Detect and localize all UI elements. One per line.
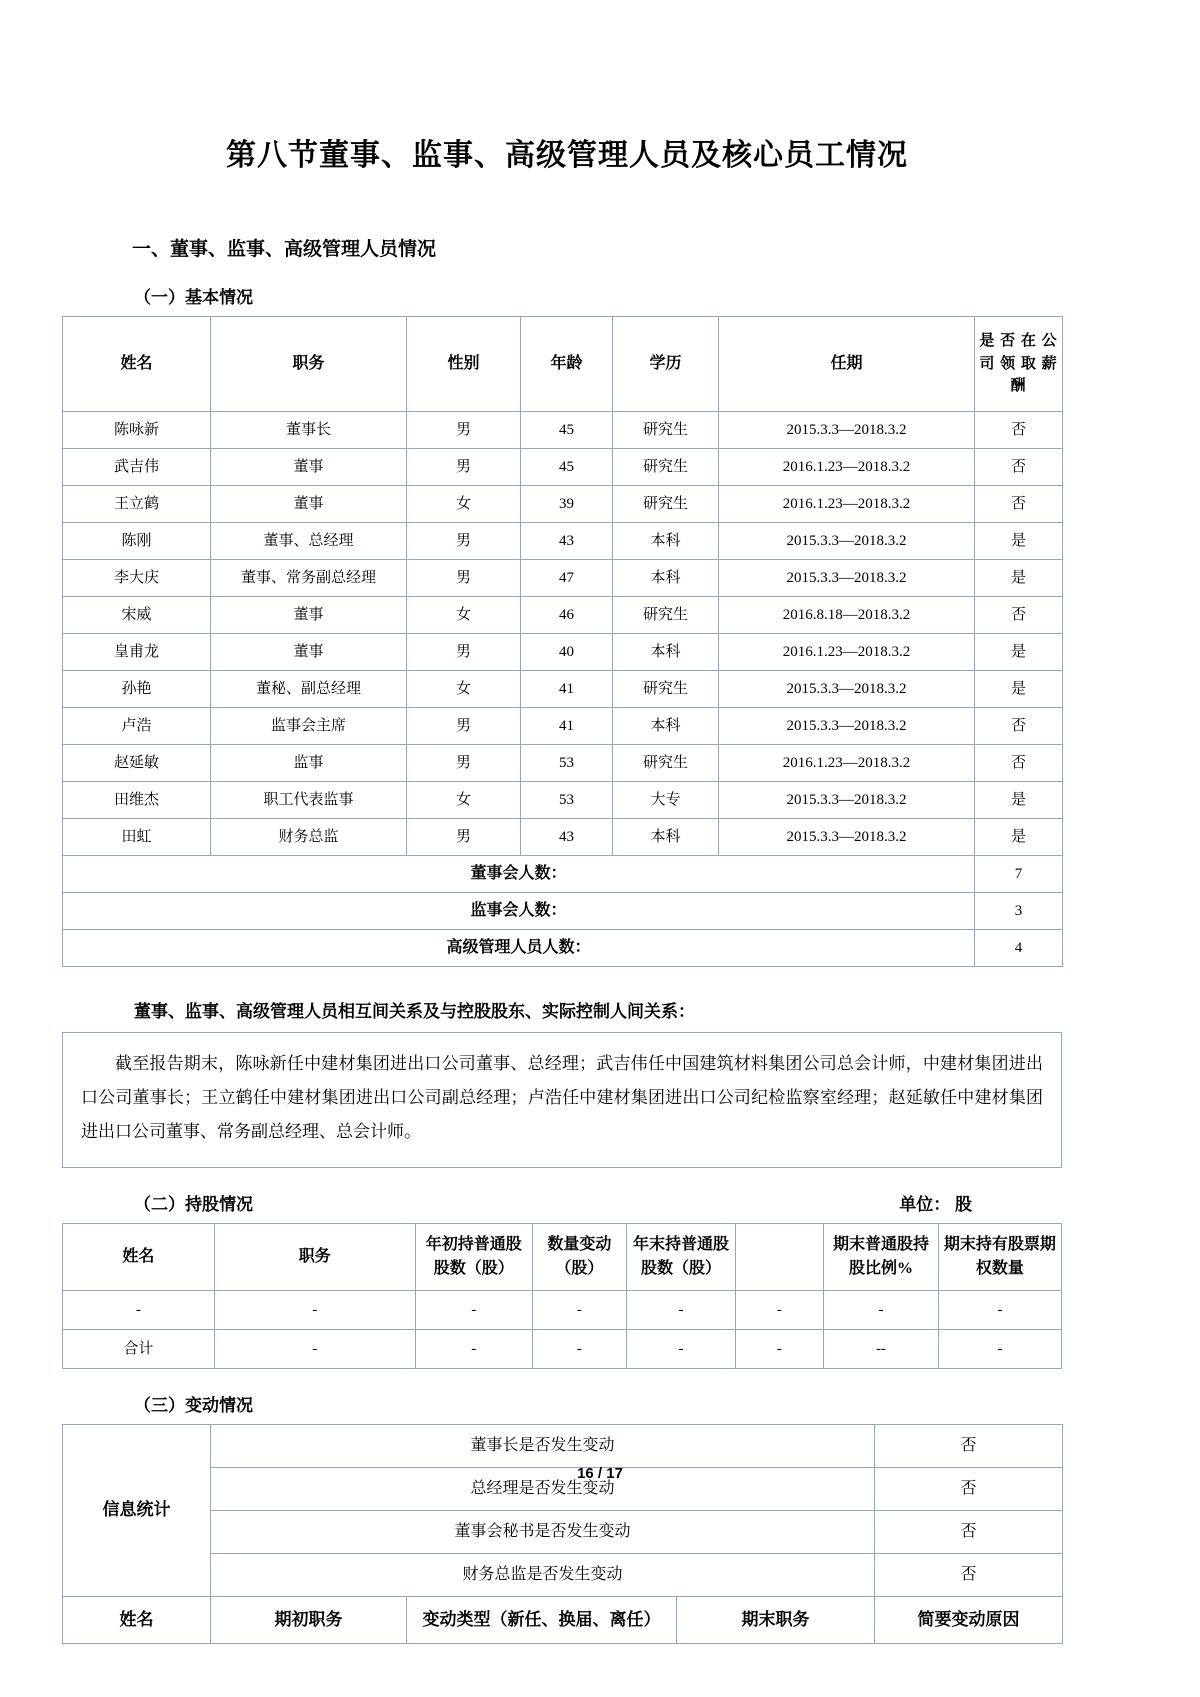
- table-row: [63, 634, 1063, 671]
- cell-share-ratio: -: [824, 1291, 939, 1330]
- summary-label-board: 董事会人数：: [63, 856, 975, 893]
- cell-gender: 女: [407, 597, 521, 634]
- cell-shares-end: -: [627, 1330, 736, 1369]
- col-header-share-ratio: 期末普通股持股比例%: [824, 1224, 939, 1291]
- cell-shares-change: -: [532, 1291, 626, 1330]
- cell-education: 研究生: [613, 449, 719, 486]
- cell-position: 董事长: [211, 412, 407, 449]
- cell-age: 53: [521, 782, 613, 819]
- cell-gender: 女: [407, 671, 521, 708]
- subsection-title-change: （三）变动情况: [134, 1396, 253, 1415]
- cell-shares-end: -: [627, 1291, 736, 1330]
- cell-position: 职工代表监事: [211, 782, 407, 819]
- cell-blank: -: [735, 1330, 823, 1369]
- cell-name: 王立鹤: [63, 486, 211, 523]
- cell-age: 41: [521, 671, 613, 708]
- col-header-change-reason: 简要变动原因: [875, 1597, 1063, 1644]
- col-header-position-end: 期末职务: [677, 1597, 875, 1644]
- cell-name: 卢浩: [63, 708, 211, 745]
- cell-shares-begin: -: [415, 1291, 532, 1330]
- summary-label-supervisors: 监事会人数：: [63, 893, 975, 930]
- info-stat-label: 信息统计: [63, 1425, 211, 1597]
- cell-paid: 是: [975, 782, 1063, 819]
- cell-age: 53: [521, 745, 613, 782]
- cell-term: 2016.1.23—2018.3.2: [719, 486, 975, 523]
- change-item-value-secretary: 否: [875, 1511, 1063, 1554]
- cell-age: 39: [521, 486, 613, 523]
- cell-blank: -: [735, 1291, 823, 1330]
- cell-education: 本科: [613, 634, 719, 671]
- cell-gender: 男: [407, 523, 521, 560]
- cell-paid: 否: [975, 412, 1063, 449]
- cell-age: 47: [521, 560, 613, 597]
- cell-gender: 男: [407, 634, 521, 671]
- cell-age: 41: [521, 708, 613, 745]
- col-header-position-begin: 期初职务: [211, 1597, 407, 1644]
- cell-position: 监事: [211, 745, 407, 782]
- page-title: 第八节董事、监事、高级管理人员及核心员工情况: [226, 139, 908, 172]
- cell-share-ratio: --: [824, 1330, 939, 1369]
- cell-gender: 女: [407, 486, 521, 523]
- table-row: [63, 745, 1063, 782]
- change-item-value-chairman: 否: [875, 1425, 1063, 1468]
- cell-education: 研究生: [613, 412, 719, 449]
- cell-option-count: -: [938, 1291, 1061, 1330]
- cell-term: 2016.1.23—2018.3.2: [719, 449, 975, 486]
- cell-position: 董事: [211, 486, 407, 523]
- cell-position: 监事会主席: [211, 708, 407, 745]
- change-item-label-secretary: 董事会秘书是否发生变动: [211, 1511, 875, 1554]
- cell-gender: 男: [407, 449, 521, 486]
- cell-name: 陈咏新: [63, 412, 211, 449]
- cell-name: 武吉伟: [63, 449, 211, 486]
- cell-term: 2016.8.18—2018.3.2: [719, 597, 975, 634]
- cell-position: 董秘、副总经理: [211, 671, 407, 708]
- table-header-row: [63, 1224, 1062, 1291]
- cell-position: 董事、总经理: [211, 523, 407, 560]
- summary-value-supervisors: 3: [975, 893, 1063, 930]
- cell-total-label: 合计: [63, 1330, 215, 1369]
- cell-term: 2015.3.3—2018.3.2: [719, 671, 975, 708]
- cell-paid: 否: [975, 486, 1063, 523]
- summary-label-senior: 高级管理人员人数：: [63, 930, 975, 967]
- cell-position: 财务总监: [211, 819, 407, 856]
- table-row: [63, 412, 1063, 449]
- cell-position: 董事: [211, 634, 407, 671]
- cell-age: 43: [521, 523, 613, 560]
- cell-gender: 男: [407, 708, 521, 745]
- cell-term: 2016.1.23—2018.3.2: [719, 745, 975, 782]
- cell-shares-begin: -: [415, 1330, 532, 1369]
- cell-term: 2015.3.3—2018.3.2: [719, 708, 975, 745]
- col-header-gender: 性别: [407, 317, 521, 412]
- col-header-option-count: 期末持有股票期权数量: [938, 1224, 1061, 1291]
- cell-age: 45: [521, 412, 613, 449]
- section-title-block: [62, 234, 1072, 261]
- table-row: [63, 1291, 1062, 1330]
- table-row: [63, 708, 1063, 745]
- cell-term: 2015.3.3—2018.3.2: [719, 782, 975, 819]
- table-row: [63, 449, 1063, 486]
- summary-value-senior: 4: [975, 930, 1063, 967]
- cell-name: 李大庆: [63, 560, 211, 597]
- col-header-term: 任期: [719, 317, 975, 412]
- cell-position: 董事、常务副总经理: [211, 560, 407, 597]
- cell-education: 研究生: [613, 745, 719, 782]
- cell-paid: 否: [975, 745, 1063, 782]
- cell-shares-change: -: [532, 1330, 626, 1369]
- cell-education: 本科: [613, 819, 719, 856]
- col-header-shares-change: 数量变动（股）: [532, 1224, 626, 1291]
- table-row: [63, 523, 1063, 560]
- page-content: [62, 0, 1072, 1644]
- cell-age: 45: [521, 449, 613, 486]
- cell-education: 本科: [613, 708, 719, 745]
- subsection-title-basic: （一）基本情况: [134, 288, 253, 307]
- cell-paid: 否: [975, 597, 1063, 634]
- col-header-blank: [735, 1224, 823, 1291]
- change-item-label-gm: 总经理是否发生变动: [211, 1468, 875, 1511]
- cell-option-count: -: [938, 1330, 1061, 1369]
- change-item-value-cfo: 否: [875, 1554, 1063, 1597]
- cell-gender: 男: [407, 819, 521, 856]
- col-header-age: 年龄: [521, 317, 613, 412]
- cell-position: 董事: [211, 449, 407, 486]
- summary-row-supervisors: [63, 893, 1063, 930]
- cell-education: 研究生: [613, 671, 719, 708]
- cell-age: 40: [521, 634, 613, 671]
- holding-table: [62, 1223, 1062, 1369]
- cell-age: 46: [521, 597, 613, 634]
- col-header-name: 姓名: [63, 1224, 215, 1291]
- cell-name: 皇甫龙: [63, 634, 211, 671]
- table-row: [63, 819, 1063, 856]
- table-row: [63, 782, 1063, 819]
- relations-body: 截至报告期末，陈咏新任中建材集团进出口公司董事、总经理；武吉伟任中国建筑材料集团公司总会计师，中建材集团进出口公司董事长；王立鹤任中建材集团进出口公司副总经理；卢浩任中建材集团进出口公司纪检监察室经理；赵延敏任中建材集团进出口公司董事、常务副总经理、总会计师。: [62, 1032, 1062, 1168]
- cell-term: 2015.3.3—2018.3.2: [719, 819, 975, 856]
- cell-position: -: [214, 1330, 415, 1369]
- change-item-label-cfo: 财务总监是否发生变动: [211, 1554, 875, 1597]
- table-header-row: [63, 1597, 1063, 1644]
- change-item-value-gm: 否: [875, 1468, 1063, 1511]
- col-header-position: 职务: [214, 1224, 415, 1291]
- cell-gender: 男: [407, 560, 521, 597]
- table-row: [63, 1511, 1063, 1554]
- cell-gender: 男: [407, 745, 521, 782]
- cell-paid: 否: [975, 449, 1063, 486]
- basic-info-table: [62, 316, 1063, 967]
- table-row-total: [63, 1330, 1062, 1369]
- cell-name: 田维杰: [63, 782, 211, 819]
- cell-name: -: [63, 1291, 215, 1330]
- cell-education: 本科: [613, 523, 719, 560]
- cell-name: 孙艳: [63, 671, 211, 708]
- cell-position: 董事: [211, 597, 407, 634]
- col-header-change-type: 变动类型（新任、换届、离任）: [407, 1597, 677, 1644]
- col-header-shares-begin: 年初持普通股股数（股）: [415, 1224, 532, 1291]
- summary-row-senior: [63, 930, 1063, 967]
- table-header-row: [63, 317, 1063, 412]
- table-row: [63, 597, 1063, 634]
- cell-paid: 是: [975, 523, 1063, 560]
- change-table: [62, 1424, 1063, 1644]
- cell-paid: 否: [975, 708, 1063, 745]
- cell-paid: 是: [975, 634, 1063, 671]
- table-row: [63, 671, 1063, 708]
- page-number: 16 / 17: [577, 1465, 623, 1482]
- cell-education: 本科: [613, 560, 719, 597]
- cell-gender: 男: [407, 412, 521, 449]
- cell-paid: 是: [975, 671, 1063, 708]
- holding-unit-label: 单位： 股: [899, 1195, 972, 1214]
- change-item-label-chairman: 董事长是否发生变动: [211, 1425, 875, 1468]
- section-title: 一、董事、监事、高级管理人员情况: [132, 239, 437, 260]
- title-block: [62, 130, 1072, 174]
- cell-name: 赵延敏: [63, 745, 211, 782]
- cell-age: 43: [521, 819, 613, 856]
- holding-header-line: [62, 1190, 1072, 1215]
- relations-note: 董事、监事、高级管理人员相互间关系及与控股股东、实际控制人间关系：: [134, 1002, 695, 1021]
- subsection-title-holding: （二）持股情况: [134, 1195, 253, 1214]
- col-header-shares-end: 年末持普通股股数（股）: [627, 1224, 736, 1291]
- cell-term: 2015.3.3—2018.3.2: [719, 412, 975, 449]
- cell-gender: 女: [407, 782, 521, 819]
- cell-name: 宋威: [63, 597, 211, 634]
- table-row: [63, 560, 1063, 597]
- cell-paid: 是: [975, 819, 1063, 856]
- col-header-education: 学历: [613, 317, 719, 412]
- col-header-name: 姓名: [63, 317, 211, 412]
- col-header-position: 职务: [211, 317, 407, 412]
- col-header-paid-by-company: 是 否 在 公司 领 取 薪酬: [975, 317, 1063, 412]
- table-row: [63, 486, 1063, 523]
- cell-name: 田虹: [63, 819, 211, 856]
- table-row: [63, 1425, 1063, 1468]
- cell-name: 陈刚: [63, 523, 211, 560]
- cell-education: 大专: [613, 782, 719, 819]
- table-row: [63, 1554, 1063, 1597]
- cell-position: -: [214, 1291, 415, 1330]
- summary-value-board: 7: [975, 856, 1063, 893]
- cell-term: 2015.3.3—2018.3.2: [719, 523, 975, 560]
- cell-education: 研究生: [613, 597, 719, 634]
- cell-term: 2015.3.3—2018.3.2: [719, 560, 975, 597]
- cell-paid: 是: [975, 560, 1063, 597]
- cell-term: 2016.1.23—2018.3.2: [719, 634, 975, 671]
- cell-education: 研究生: [613, 486, 719, 523]
- summary-row-board: [63, 856, 1063, 893]
- col-header-name: 姓名: [63, 1597, 211, 1644]
